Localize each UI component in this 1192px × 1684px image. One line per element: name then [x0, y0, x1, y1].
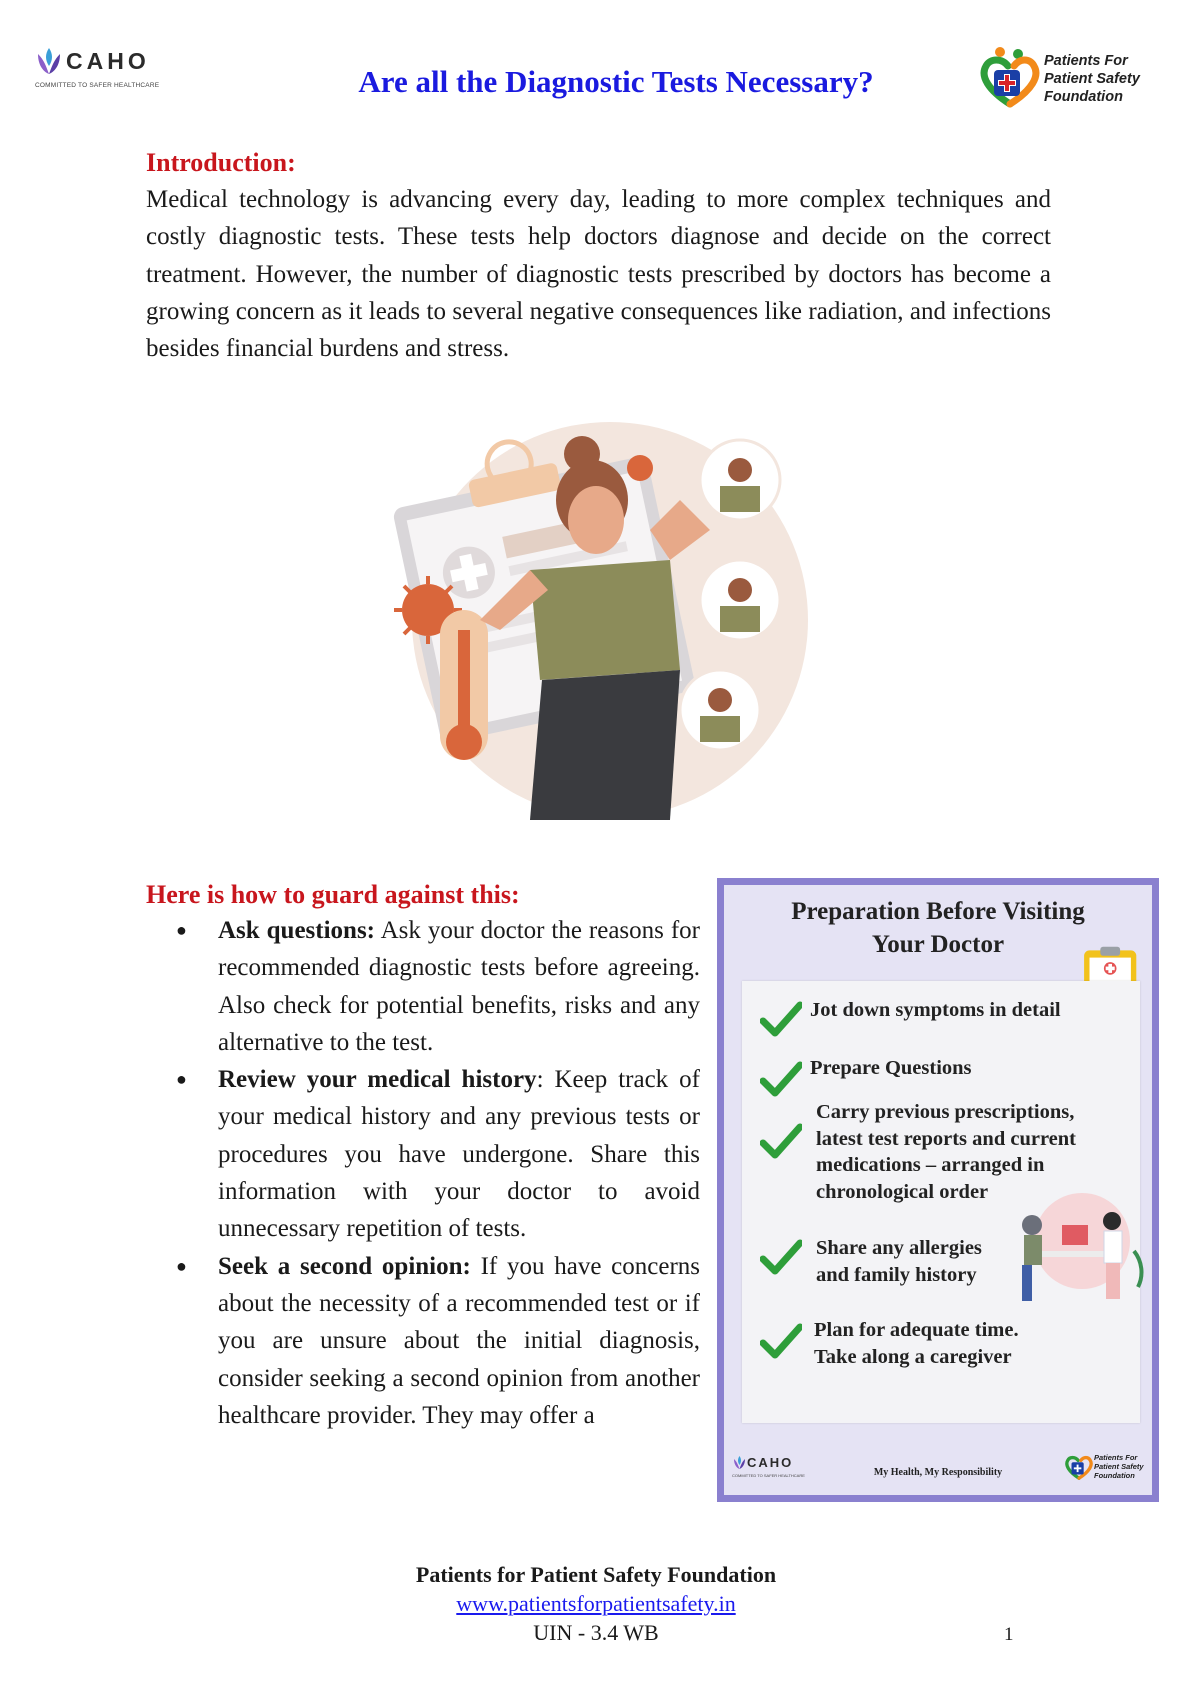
caho-leaf-icon	[34, 46, 64, 76]
sick-woman-illustration	[380, 420, 860, 820]
poster-caho-logo: CAHO COMMITTED TO SAFER HEALTHCARE	[732, 1455, 805, 1478]
list-item	[146, 1248, 700, 1434]
poster-title: Preparation Before Visiting Your Doctor	[791, 898, 1085, 958]
ppsf-heart-icon	[1064, 1451, 1094, 1481]
page-number: 1	[1004, 1624, 1014, 1645]
poster-paper: Jot down symptoms in detail Prepare Questions Carry previous prescriptions, latest test reports and current medications – arranged in chronological order Share any allergies and family history Plan for adequate time. Take along a caregiver	[742, 981, 1140, 1423]
poster-ppsf-logo: Patients For Patient Safety Foundation	[1064, 1451, 1150, 1489]
checkmark-icon	[760, 1061, 802, 1097]
ppsf-logo	[978, 46, 1168, 110]
bullet-icon: ●	[176, 1069, 187, 1090]
list-item-text: : Keep track of your medical history and any previous tests or procedures you have undergone. Share this information with your doctor to avoid unnecessary repetition of tests.	[218, 1066, 700, 1243]
footer-uin: UIN - 3.4 WB	[533, 1620, 659, 1645]
checkmark-icon	[760, 1239, 802, 1275]
ppsf-logo-text: Patients For Patient Safety Foundation	[1044, 53, 1140, 105]
intro-heading: Introduction:	[146, 148, 296, 177]
list-item	[146, 1061, 700, 1247]
checkmark-icon	[760, 1123, 802, 1159]
bullet-icon: ●	[176, 920, 187, 940]
list-item-text: Ask your doctor the reasons for recommended diagnostic tests before agreeing. Also check for potential benefits, risks and any alternative to the test.	[218, 917, 700, 1056]
doctor-consultation-illustration	[1002, 1191, 1152, 1311]
guard-heading: Here is how to guard against this:	[146, 880, 520, 909]
list-item-text: If you have concerns about the necessity of a recommended test or if you are unsure about the initial diagnosis, consider seeking a second opinion from another healthcare provider. They may offer a	[218, 1252, 700, 1429]
list-item-title: Review your medical history	[218, 1066, 537, 1094]
checkmark-icon	[760, 1323, 802, 1359]
bullet-icon: ●	[176, 1255, 187, 1276]
caho-wordmark: CAHO	[66, 48, 150, 74]
page-title: Are all the Diagnostic Tests Necessary?	[358, 64, 874, 99]
caho-tagline: COMMITTED TO SAFER HEALTHCARE	[35, 82, 160, 89]
list-item-title: Seek a second opinion:	[218, 1252, 471, 1280]
guard-list	[146, 912, 700, 1434]
preparation-poster	[717, 878, 1159, 1502]
ppsf-heart-icon	[978, 46, 1042, 110]
footer-organization: Patients for Patient Safety Foundation	[415, 1562, 777, 1587]
intro-paragraph: Medical technology is advancing every day, leading to more complex techniques and costly diagnostic tests. These tests help doctors diagnose and decide on the correct treatment. However, the number of diagnostic tests prescribed by doctors has become a growing concern as it leads to several negative consequences like radiation, and infections besides financial burdens and stress.	[146, 186, 1051, 363]
footer-website-link[interactable]: www.patientsforpatientsafety.in	[456, 1591, 736, 1616]
caho-logo	[34, 44, 164, 94]
list-item	[146, 912, 700, 1061]
poster-footer: My Health, My Responsibility	[873, 1467, 1003, 1478]
list-item-title: Ask questions:	[218, 917, 376, 944]
checkmark-icon	[760, 1001, 802, 1037]
